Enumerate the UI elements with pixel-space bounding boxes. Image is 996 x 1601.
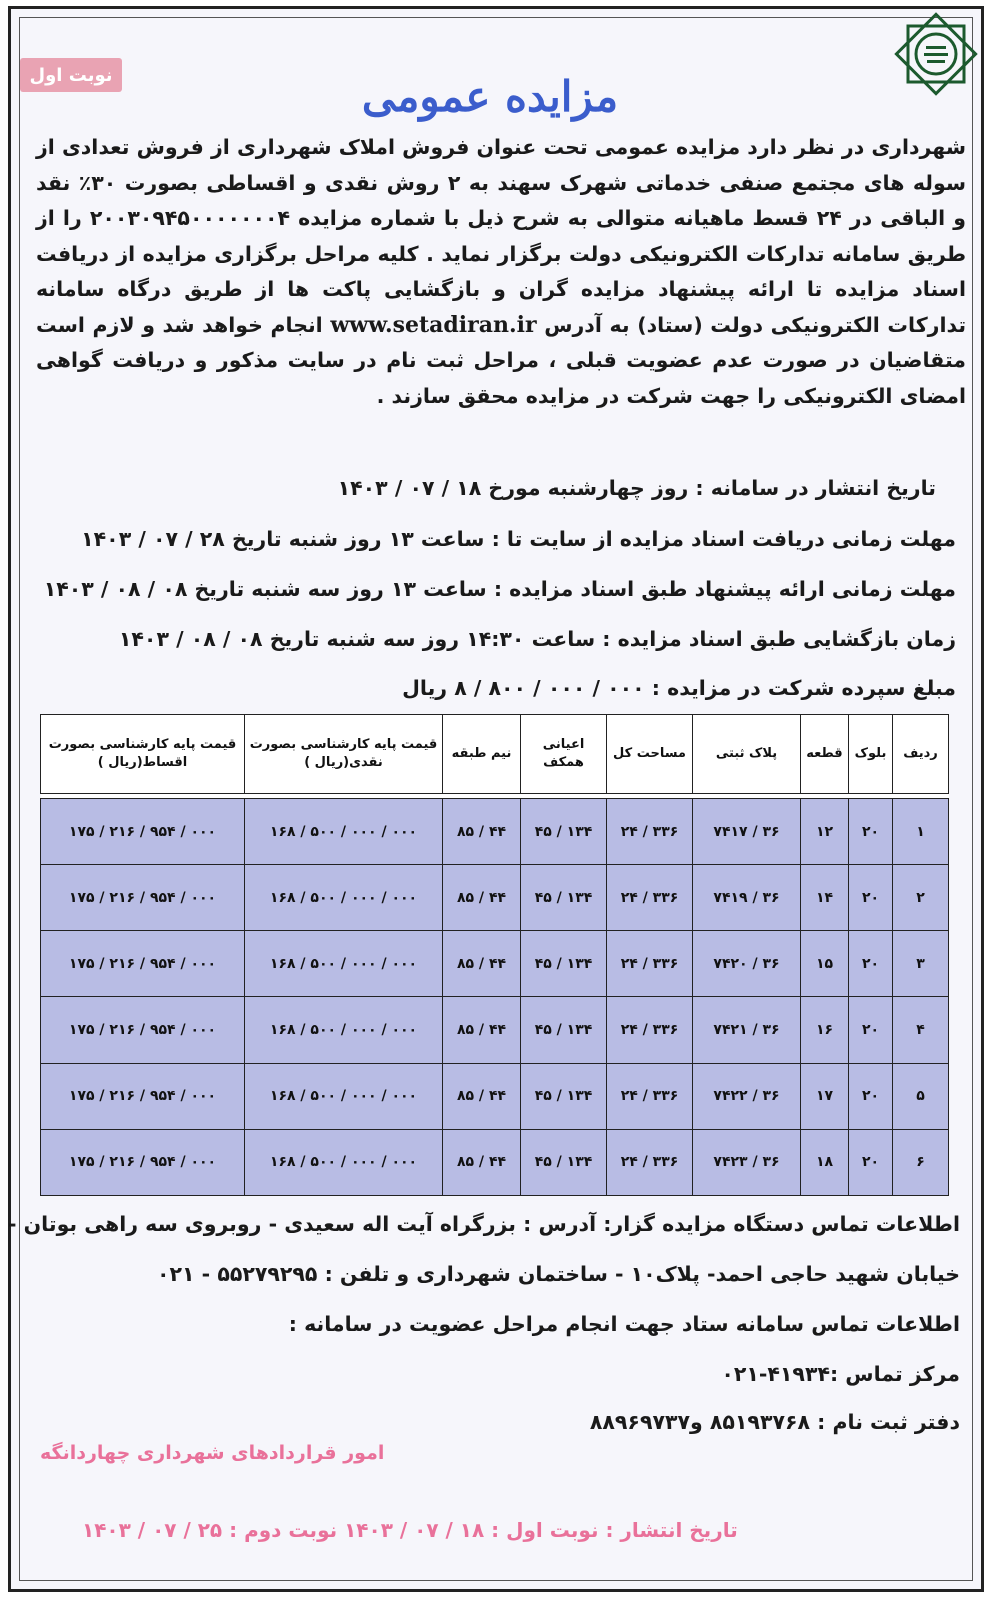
- cell-ground: ۱۳۴ / ۴۵: [521, 931, 607, 997]
- header-plate: پلاک ثبتی: [693, 715, 801, 794]
- cell-plate: ۳۶ / ۷۴۲۳: [693, 1129, 801, 1195]
- cell-ground: ۱۳۴ / ۴۵: [521, 1129, 607, 1195]
- cell-mezzanine: ۴۴ / ۸۵: [443, 799, 521, 865]
- intro-text: شهرداری در نظر دارد مزایده عمومی تحت عنوان فروش املاک شهرداری از فروش تعدادی از سوله های مجتمع صنفی خدماتی شهرک سهند به ۲ روش نقدی و اقساطی بصورت ۳۰٪ نقد و الباقی در ۲۴ قسط ماهیانه متوالی به شرح ذیل با شماره مزایده ۲۰۰۳۰۹۴۵۰۰۰۰۰۰۰۴ را از طریق سامانه تدارکات الکترونیکی دولت برگزار نماید . کلیه مراحل برگزاری مزایده از دریافت اسناد مزایده تا ارائه پیشنهاد مزایده گران و بازگشایی پاکت ها از طریق درگاه سامانه تدارکات الکترونیکی دولت (ستاد) به آدرس: [36, 135, 967, 337]
- cell-installment-price: ۰۰۰ / ۹۵۴ / ۲۱۶ / ۱۷۵: [41, 799, 245, 865]
- website-link[interactable]: www.setadiran.ir: [330, 311, 537, 338]
- cell-lot: ۱۸: [801, 1129, 849, 1195]
- cell-block: ۲۰: [849, 799, 893, 865]
- cell-plate: ۳۶ / ۷۴۱۷: [693, 799, 801, 865]
- cell-row: ۲: [893, 865, 949, 931]
- cell-lot: ۱۲: [801, 799, 849, 865]
- properties-table: [40, 714, 949, 1196]
- cell-cash-price: ۰۰۰ / ۰۰۰ / ۵۰۰ / ۱۶۸: [245, 865, 443, 931]
- cell-area: ۳۳۶ / ۲۴: [607, 865, 693, 931]
- docs-deadline: مهلت زمانی دریافت اسناد مزایده از سایت تا : ساعت ۱۳ روز شنبه تاریخ ۲۸ / ۰۷ / ۱۴۰۳: [81, 527, 956, 551]
- cell-block: ۲۰: [849, 1129, 893, 1195]
- cell-ground: ۱۳۴ / ۴۵: [521, 1063, 607, 1129]
- header-ground: اعیانی همکف: [521, 715, 607, 794]
- table-row: [41, 1063, 949, 1129]
- cell-mezzanine: ۴۴ / ۸۵: [443, 931, 521, 997]
- header-mezzanine: نیم طبقه: [443, 715, 521, 794]
- intro-paragraph: [36, 130, 966, 414]
- setad-call-center: مرکز تماس :۴۱۹۳۴-۰۲۱: [721, 1362, 960, 1386]
- table-row: [41, 997, 949, 1063]
- setad-contact-title: اطلاعات تماس سامانه ستاد جهت انجام مراحل عضویت در سامانه :: [288, 1312, 960, 1336]
- table-header-row: [41, 715, 949, 794]
- table-row: [41, 799, 949, 865]
- cell-cash-price: ۰۰۰ / ۰۰۰ / ۵۰۰ / ۱۶۸: [245, 931, 443, 997]
- cell-mezzanine: ۴۴ / ۸۵: [443, 1063, 521, 1129]
- cell-area: ۳۳۶ / ۲۴: [607, 997, 693, 1063]
- cell-cash-price: ۰۰۰ / ۰۰۰ / ۵۰۰ / ۱۶۸: [245, 799, 443, 865]
- cell-row: ۶: [893, 1129, 949, 1195]
- cell-area: ۳۳۶ / ۲۴: [607, 799, 693, 865]
- cell-installment-price: ۰۰۰ / ۹۵۴ / ۲۱۶ / ۱۷۵: [41, 1063, 245, 1129]
- intro-text-after: انجام خواهد شد و لازم است متقاضیان در صورت عدم عضویت قبلی ، مراحل ثبت نام در سایت مذکور و دریافت گواهی امضای الکترونیکی را جهت شرکت در مزایده محقق سازند .: [36, 312, 966, 408]
- table-row: [41, 1129, 949, 1195]
- publication-dates: تاریخ انتشار : نوبت اول : ۱۸ / ۰۷ / ۱۴۰۳ نوبت دوم : ۲۵ / ۰۷ / ۱۴۰۳: [82, 1518, 738, 1542]
- cell-block: ۲۰: [849, 997, 893, 1063]
- header-area: مساحت کل: [607, 715, 693, 794]
- header-block: بلوک: [849, 715, 893, 794]
- cell-row: ۴: [893, 997, 949, 1063]
- cell-lot: ۱۶: [801, 997, 849, 1063]
- cell-mezzanine: ۴۴ / ۸۵: [443, 865, 521, 931]
- cell-block: ۲۰: [849, 865, 893, 931]
- cell-ground: ۱۳۴ / ۴۵: [521, 799, 607, 865]
- cell-mezzanine: ۴۴ / ۸۵: [443, 997, 521, 1063]
- cell-block: ۲۰: [849, 1063, 893, 1129]
- table-row: [41, 931, 949, 997]
- cell-installment-price: ۰۰۰ / ۹۵۴ / ۲۱۶ / ۱۷۵: [41, 865, 245, 931]
- cell-cash-price: ۰۰۰ / ۰۰۰ / ۵۰۰ / ۱۶۸: [245, 997, 443, 1063]
- cell-plate: ۳۶ / ۷۴۲۱: [693, 997, 801, 1063]
- page-title: مزایده عمومی: [361, 71, 619, 121]
- contact-address-line1: اطلاعات تماس دستگاه مزایده گزار: آدرس : بزرگراه آیت اله سعیدی - روبروی سه راهی بوتان -: [8, 1212, 960, 1236]
- first-round-badge: نوبت اول: [20, 58, 122, 92]
- setad-registration-office: دفتر ثبت نام : ۸۵۱۹۳۷۶۸ و۸۸۹۶۹۷۳۷: [589, 1410, 960, 1434]
- cell-plate: ۳۶ / ۷۴۱۹: [693, 865, 801, 931]
- cell-lot: ۱۵: [801, 931, 849, 997]
- cell-row: ۳: [893, 931, 949, 997]
- header-row: ردیف: [893, 715, 949, 794]
- cell-lot: ۱۷: [801, 1063, 849, 1129]
- publish-date: تاریخ انتشار در سامانه : روز چهارشنبه مورخ ۱۸ / ۰۷ / ۱۴۰۳: [337, 476, 936, 500]
- header-lot: قطعه: [801, 715, 849, 794]
- contact-address-line2: خیابان شهید حاجی احمد- پلاک۱۰ - ساختمان شهرداری و تلفن : ۵۵۲۷۹۲۹۵ - ۰۲۱: [156, 1262, 960, 1286]
- cell-plate: ۳۶ / ۷۴۲۲: [693, 1063, 801, 1129]
- bid-deadline: مهلت زمانی ارائه پیشنهاد طبق اسناد مزایده : ساعت ۱۳ روز سه شنبه تاریخ ۰۸ / ۰۸ / ۱۴۰۳: [43, 577, 956, 601]
- issuer-signature: امور قراردادهای شهرداری چهاردانگه: [40, 1442, 385, 1464]
- cell-ground: ۱۳۴ / ۴۵: [521, 997, 607, 1063]
- municipality-logo-icon: [890, 8, 982, 100]
- cell-installment-price: ۰۰۰ / ۹۵۴ / ۲۱۶ / ۱۷۵: [41, 1129, 245, 1195]
- cell-block: ۲۰: [849, 931, 893, 997]
- cell-row: ۱: [893, 799, 949, 865]
- cell-installment-price: ۰۰۰ / ۹۵۴ / ۲۱۶ / ۱۷۵: [41, 997, 245, 1063]
- header-installment-price: قیمت پایه کارشناسی بصورت اقساط(ریال ): [41, 715, 245, 794]
- cell-area: ۳۳۶ / ۲۴: [607, 931, 693, 997]
- opening-time: زمان بازگشایی طبق اسناد مزایده : ساعت ۱۴:۳۰ روز سه شنبه تاریخ ۰۸ / ۰۸ / ۱۴۰۳: [118, 627, 956, 651]
- cell-plate: ۳۶ / ۷۴۲۰: [693, 931, 801, 997]
- deposit-amount: مبلغ سپرده شرکت در مزایده : ۰۰۰ / ۰۰۰ / ۸۰۰ / ۸ ریال: [402, 676, 956, 700]
- cell-cash-price: ۰۰۰ / ۰۰۰ / ۵۰۰ / ۱۶۸: [245, 1063, 443, 1129]
- cell-mezzanine: ۴۴ / ۸۵: [443, 1129, 521, 1195]
- cell-cash-price: ۰۰۰ / ۰۰۰ / ۵۰۰ / ۱۶۸: [245, 1129, 443, 1195]
- cell-row: ۵: [893, 1063, 949, 1129]
- cell-ground: ۱۳۴ / ۴۵: [521, 865, 607, 931]
- cell-area: ۳۳۶ / ۲۴: [607, 1129, 693, 1195]
- table-row: [41, 865, 949, 931]
- cell-installment-price: ۰۰۰ / ۹۵۴ / ۲۱۶ / ۱۷۵: [41, 931, 245, 997]
- cell-lot: ۱۴: [801, 865, 849, 931]
- cell-area: ۳۳۶ / ۲۴: [607, 1063, 693, 1129]
- header-cash-price: قیمت پایه کارشناسی بصورت نقدی(ریال ): [245, 715, 443, 794]
